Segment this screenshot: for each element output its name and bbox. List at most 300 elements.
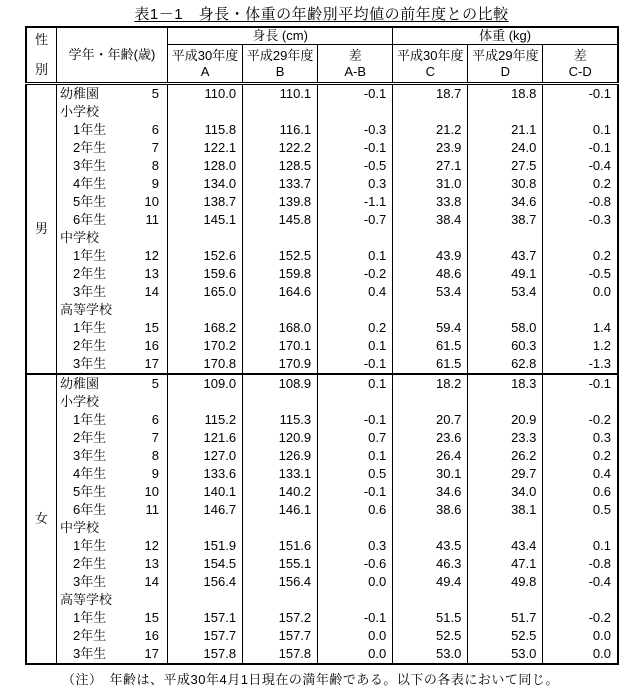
value-cell-height-h30: 115.8: [168, 121, 243, 139]
grade-label: 3年生: [73, 646, 107, 661]
value-cell-height-h30: 165.0: [168, 283, 243, 301]
value-cell-weight-h30: 43.5: [393, 537, 468, 555]
age-value: 14: [144, 284, 159, 299]
value-cell-height-h29: [243, 393, 318, 411]
value-cell-height-h30: 151.9: [168, 537, 243, 555]
value-cell-weight-h30: 34.6: [393, 483, 468, 501]
age-value: 15: [144, 320, 159, 335]
age-value: 17: [144, 356, 159, 371]
table-row: [26, 374, 618, 393]
value-cell-weight-h29: 23.3: [468, 429, 543, 447]
grade-label: 3年生: [73, 284, 107, 299]
age-value: 16: [144, 338, 159, 353]
value-cell-height-diff: 0.5: [318, 465, 393, 483]
grade-label: 1年生: [73, 538, 107, 553]
year-label: 平成29年度: [246, 47, 314, 63]
value-cell-height-h30: 170.8: [168, 355, 243, 374]
value-cell-height-h30: [168, 591, 243, 609]
value-cell-weight-diff: -0.2: [543, 411, 618, 429]
grade-age-cell: [57, 229, 168, 247]
value-cell-height-h30: 152.6: [168, 247, 243, 265]
value-cell-weight-h29: 47.1: [468, 555, 543, 573]
value-cell-weight-h30: [393, 519, 468, 537]
value-cell-weight-h29: [468, 591, 543, 609]
value-cell-weight-diff: -0.1: [543, 139, 618, 157]
age-value: 15: [144, 610, 159, 625]
value-cell-weight-h29: 51.7: [468, 609, 543, 627]
grade-label: 3年生: [73, 158, 107, 173]
table-row: [26, 501, 618, 519]
value-cell-weight-h29: 38.7: [468, 211, 543, 229]
age-value: 9: [151, 466, 159, 481]
value-cell-height-h29: 164.6: [243, 283, 318, 301]
sex-label-female: 女: [26, 374, 57, 664]
value-cell-weight-diff: -0.5: [543, 265, 618, 283]
table-row: [26, 121, 618, 139]
value-cell-height-h29: 133.1: [243, 465, 318, 483]
age-value: 17: [144, 646, 159, 661]
table-row: [26, 157, 618, 175]
table-body: [26, 84, 618, 665]
age-value: 14: [144, 574, 159, 589]
value-cell-height-diff: 0.6: [318, 501, 393, 519]
grade-age-cell: [57, 393, 168, 411]
column-header-weight-h29: [468, 45, 543, 84]
grade-label: 6年生: [73, 502, 107, 517]
value-cell-weight-diff: -0.4: [543, 157, 618, 175]
value-cell-weight-h29: 62.8: [468, 355, 543, 374]
value-cell-weight-h29: [468, 229, 543, 247]
value-cell-height-h30: 109.0: [168, 374, 243, 393]
value-cell-height-h30: [168, 301, 243, 319]
grade-label: 3年生: [73, 356, 107, 371]
grade-age-cell: [57, 247, 168, 265]
grade-label: 1年生: [73, 320, 107, 335]
grade-label: 2年生: [73, 140, 107, 155]
value-cell-height-diff: [318, 393, 393, 411]
value-cell-height-h30: 115.2: [168, 411, 243, 429]
grade-label: 小学校: [60, 104, 100, 119]
value-cell-weight-diff: [543, 229, 618, 247]
age-value: 7: [151, 140, 159, 155]
value-cell-weight-h29: 30.8: [468, 175, 543, 193]
value-cell-height-h29: 108.9: [243, 374, 318, 393]
value-cell-height-h29: 122.2: [243, 139, 318, 157]
value-cell-height-h29: 115.3: [243, 411, 318, 429]
value-cell-height-h29: 159.8: [243, 265, 318, 283]
value-cell-height-h29: 155.1: [243, 555, 318, 573]
table-row: [26, 555, 618, 573]
grade-age-cell: [57, 265, 168, 283]
age-value: 13: [144, 266, 159, 281]
value-cell-height-h30: 145.1: [168, 211, 243, 229]
value-cell-height-h30: [168, 103, 243, 121]
age-value: 10: [144, 194, 159, 209]
grade-age-cell: [57, 84, 168, 104]
column-header-height-h29: [243, 45, 318, 84]
grade-label: 1年生: [73, 412, 107, 427]
age-value: 5: [151, 376, 159, 391]
grade-age-cell: [57, 573, 168, 591]
value-cell-weight-h29: 43.4: [468, 537, 543, 555]
diff-label: 差: [348, 47, 362, 63]
age-value: 6: [151, 412, 159, 427]
value-cell-height-h29: [243, 229, 318, 247]
grade-age-cell: [57, 157, 168, 175]
grade-label: 5年生: [73, 194, 107, 209]
table-row: [26, 139, 618, 157]
grade-age-cell: [57, 121, 168, 139]
age-value: 6: [151, 122, 159, 137]
age-value: 16: [144, 628, 159, 643]
grade-label: 3年生: [73, 574, 107, 589]
value-cell-weight-diff: [543, 103, 618, 121]
column-header-height-h30: [168, 45, 243, 84]
value-cell-height-h29: 152.5: [243, 247, 318, 265]
value-cell-height-h29: 145.8: [243, 211, 318, 229]
grade-age-cell: [57, 627, 168, 645]
grade-label: 2年生: [73, 430, 107, 445]
value-cell-height-h29: 128.5: [243, 157, 318, 175]
value-cell-height-h29: [243, 519, 318, 537]
value-cell-weight-h30: 23.9: [393, 139, 468, 157]
value-cell-height-h29: [243, 591, 318, 609]
value-cell-height-h30: 156.4: [168, 573, 243, 591]
column-header-weight-h30: [393, 45, 468, 84]
value-cell-height-h29: 170.1: [243, 337, 318, 355]
value-cell-height-h29: 151.6: [243, 537, 318, 555]
sex-label-male: 男: [26, 84, 57, 375]
value-cell-height-diff: 0.0: [318, 627, 393, 645]
value-cell-height-diff: [318, 591, 393, 609]
sex-header-char-top: 性: [34, 32, 48, 47]
age-value: 10: [144, 484, 159, 499]
value-cell-weight-h29: 53.4: [468, 283, 543, 301]
grade-age-cell: [57, 411, 168, 429]
column-letter: C-D: [568, 63, 592, 79]
value-cell-height-h30: 138.7: [168, 193, 243, 211]
value-cell-height-diff: -0.1: [318, 139, 393, 157]
value-cell-weight-h30: 52.5: [393, 627, 468, 645]
header-row-groups: [26, 27, 618, 45]
grade-age-cell: [57, 301, 168, 319]
value-cell-height-diff: -0.2: [318, 265, 393, 283]
value-cell-height-diff: -0.1: [318, 84, 393, 104]
grade-age-cell: [57, 591, 168, 609]
value-cell-weight-diff: 0.6: [543, 483, 618, 501]
value-cell-weight-h30: 23.6: [393, 429, 468, 447]
value-cell-height-h29: 168.0: [243, 319, 318, 337]
grade-age-cell: [57, 501, 168, 519]
value-cell-weight-h30: 46.3: [393, 555, 468, 573]
value-cell-height-diff: -0.3: [318, 121, 393, 139]
value-cell-weight-h30: [393, 103, 468, 121]
grade-label: 中学校: [60, 520, 100, 535]
value-cell-weight-diff: -0.3: [543, 211, 618, 229]
grade-label: 1年生: [73, 248, 107, 263]
value-cell-weight-diff: -0.8: [543, 555, 618, 573]
value-cell-height-diff: [318, 301, 393, 319]
column-letter: D: [500, 63, 511, 79]
value-cell-height-diff: 0.1: [318, 247, 393, 265]
value-cell-weight-h29: 21.1: [468, 121, 543, 139]
value-cell-weight-h29: 26.2: [468, 447, 543, 465]
grade-label: 5年生: [73, 484, 107, 499]
value-cell-weight-diff: [543, 591, 618, 609]
table-row: [26, 283, 618, 301]
value-cell-weight-h29: 24.0: [468, 139, 543, 157]
column-letter: C: [425, 63, 435, 79]
value-cell-weight-h29: 58.0: [468, 319, 543, 337]
value-cell-weight-diff: 1.4: [543, 319, 618, 337]
value-cell-weight-h29: 20.9: [468, 411, 543, 429]
grade-age-cell: [57, 193, 168, 211]
grade-label: 高等学校: [60, 302, 113, 317]
grade-label: 高等学校: [60, 592, 113, 607]
value-cell-height-diff: -0.1: [318, 355, 393, 374]
table-row: [26, 265, 618, 283]
value-cell-height-diff: -0.6: [318, 555, 393, 573]
grade-label: 4年生: [73, 466, 107, 481]
value-cell-height-diff: -0.1: [318, 411, 393, 429]
value-cell-height-diff: -0.5: [318, 157, 393, 175]
age-value: 5: [151, 86, 159, 101]
value-cell-weight-h30: 30.1: [393, 465, 468, 483]
value-cell-height-h29: 157.2: [243, 609, 318, 627]
grade-age-cell: [57, 175, 168, 193]
age-value: 7: [151, 430, 159, 445]
value-cell-weight-diff: 0.0: [543, 627, 618, 645]
year-label: 平成29年度: [472, 47, 539, 63]
value-cell-height-h30: 134.0: [168, 175, 243, 193]
value-cell-weight-diff: 0.4: [543, 465, 618, 483]
value-cell-weight-diff: -1.3: [543, 355, 618, 374]
value-cell-height-diff: [318, 519, 393, 537]
grade-age-cell: [57, 355, 168, 374]
table-row: [26, 319, 618, 337]
value-cell-weight-h30: 61.5: [393, 337, 468, 355]
table-row: [26, 609, 618, 627]
grade-label: 2年生: [73, 628, 107, 643]
value-cell-weight-h29: 52.5: [468, 627, 543, 645]
table-row: [26, 229, 618, 247]
value-cell-height-h30: 157.8: [168, 645, 243, 664]
value-cell-weight-h30: 33.8: [393, 193, 468, 211]
column-header-weight-diff: [543, 45, 618, 84]
table-row: [26, 103, 618, 121]
grade-age-cell: [57, 519, 168, 537]
value-cell-weight-diff: 0.2: [543, 247, 618, 265]
value-cell-weight-h29: 27.5: [468, 157, 543, 175]
value-cell-weight-diff: 0.3: [543, 429, 618, 447]
value-cell-height-diff: -0.1: [318, 483, 393, 501]
table-row: [26, 393, 618, 411]
sex-header-char-bottom: 別: [34, 62, 48, 77]
age-value: 12: [144, 538, 159, 553]
value-cell-weight-h30: 51.5: [393, 609, 468, 627]
value-cell-height-h29: [243, 103, 318, 121]
value-cell-weight-h29: 29.7: [468, 465, 543, 483]
value-cell-height-h29: 157.8: [243, 645, 318, 664]
value-cell-height-h30: 128.0: [168, 157, 243, 175]
value-cell-weight-diff: 0.0: [543, 283, 618, 301]
value-cell-weight-h29: 43.7: [468, 247, 543, 265]
value-cell-height-h29: 156.4: [243, 573, 318, 591]
value-cell-height-diff: -1.1: [318, 193, 393, 211]
value-cell-height-h30: [168, 229, 243, 247]
value-cell-weight-diff: 0.2: [543, 175, 618, 193]
grade-age-cell: [57, 537, 168, 555]
value-cell-weight-h30: 21.2: [393, 121, 468, 139]
value-cell-weight-h30: [393, 393, 468, 411]
grade-label: 2年生: [73, 266, 107, 281]
value-cell-height-diff: 0.1: [318, 337, 393, 355]
value-cell-height-diff: 0.7: [318, 429, 393, 447]
table-row: [26, 247, 618, 265]
value-cell-height-diff: 0.0: [318, 645, 393, 664]
table-row: [26, 627, 618, 645]
table-row: [26, 193, 618, 211]
age-value: 9: [151, 176, 159, 191]
value-cell-height-h29: [243, 301, 318, 319]
value-cell-weight-h29: 18.3: [468, 374, 543, 393]
value-cell-height-h29: 110.1: [243, 84, 318, 104]
value-cell-weight-diff: -0.2: [543, 609, 618, 627]
value-cell-weight-h30: 18.2: [393, 374, 468, 393]
value-cell-height-h30: [168, 393, 243, 411]
value-cell-weight-diff: 0.1: [543, 121, 618, 139]
column-group-height: 身長 (cm): [168, 27, 393, 45]
value-cell-height-h30: 146.7: [168, 501, 243, 519]
value-cell-weight-h30: 31.0: [393, 175, 468, 193]
value-cell-weight-h29: [468, 301, 543, 319]
value-cell-height-h30: 154.5: [168, 555, 243, 573]
value-cell-weight-h30: 48.6: [393, 265, 468, 283]
table-row: [26, 591, 618, 609]
column-header-grade-age: 学年・年齢(歳): [57, 27, 168, 84]
value-cell-weight-h29: [468, 103, 543, 121]
table-row: [26, 175, 618, 193]
value-cell-weight-h29: 38.1: [468, 501, 543, 519]
value-cell-weight-h30: 38.6: [393, 501, 468, 519]
value-cell-weight-h30: 53.4: [393, 283, 468, 301]
grade-age-cell: [57, 645, 168, 664]
value-cell-weight-h30: [393, 301, 468, 319]
grade-age-cell: [57, 374, 168, 393]
value-cell-height-h29: 133.7: [243, 175, 318, 193]
grade-label: 2年生: [73, 338, 107, 353]
value-cell-height-h30: 127.0: [168, 447, 243, 465]
grade-label: 6年生: [73, 212, 107, 227]
value-cell-height-diff: 0.1: [318, 447, 393, 465]
value-cell-weight-h30: 27.1: [393, 157, 468, 175]
value-cell-weight-h30: 59.4: [393, 319, 468, 337]
table-row: [26, 465, 618, 483]
table-row: [26, 645, 618, 664]
table-row: [26, 355, 618, 374]
value-cell-height-diff: 0.4: [318, 283, 393, 301]
value-cell-height-h29: 157.7: [243, 627, 318, 645]
value-cell-weight-h29: [468, 519, 543, 537]
value-cell-height-h30: 170.2: [168, 337, 243, 355]
value-cell-weight-diff: 0.5: [543, 501, 618, 519]
column-letter: B: [275, 63, 285, 79]
value-cell-height-h30: 157.7: [168, 627, 243, 645]
value-cell-height-h30: 133.6: [168, 465, 243, 483]
value-cell-weight-h30: 18.7: [393, 84, 468, 104]
table-row: [26, 301, 618, 319]
height-weight-comparison-table: [25, 26, 619, 665]
table-row: [26, 84, 618, 104]
value-cell-weight-h30: 38.4: [393, 211, 468, 229]
grade-label: 3年生: [73, 448, 107, 463]
value-cell-height-h30: 168.2: [168, 319, 243, 337]
column-header-height-diff: [318, 45, 393, 84]
value-cell-height-h30: [168, 519, 243, 537]
value-cell-weight-diff: 1.2: [543, 337, 618, 355]
table-row: [26, 573, 618, 591]
value-cell-weight-h30: 20.7: [393, 411, 468, 429]
value-cell-height-diff: -0.1: [318, 609, 393, 627]
value-cell-weight-diff: -0.1: [543, 84, 618, 104]
value-cell-weight-h29: 49.1: [468, 265, 543, 283]
page-title: 表1－1 身長・体重の年齢別平均値の前年度との比較: [134, 6, 509, 23]
diff-label: 差: [573, 47, 587, 63]
grade-age-cell: [57, 319, 168, 337]
value-cell-height-h30: 122.1: [168, 139, 243, 157]
table-row: [26, 483, 618, 501]
value-cell-height-diff: [318, 103, 393, 121]
value-cell-weight-h29: 34.0: [468, 483, 543, 501]
grade-age-cell: [57, 103, 168, 121]
value-cell-weight-h29: 34.6: [468, 193, 543, 211]
value-cell-height-diff: 0.0: [318, 573, 393, 591]
table-header: [26, 27, 618, 84]
year-label: 平成30年度: [397, 47, 464, 63]
value-cell-weight-h30: 49.4: [393, 573, 468, 591]
value-cell-height-diff: -0.7: [318, 211, 393, 229]
grade-label: 幼稚園: [60, 376, 100, 391]
value-cell-height-h30: 159.6: [168, 265, 243, 283]
value-cell-height-h30: 140.1: [168, 483, 243, 501]
grade-age-cell: [57, 447, 168, 465]
grade-label: 幼稚園: [60, 86, 100, 101]
column-letter: A: [200, 63, 210, 79]
value-cell-weight-diff: 0.0: [543, 645, 618, 664]
grade-age-cell: [57, 283, 168, 301]
year-label: 平成30年度: [171, 47, 239, 63]
value-cell-height-diff: 0.1: [318, 374, 393, 393]
table-row: [26, 519, 618, 537]
value-cell-weight-h29: 18.8: [468, 84, 543, 104]
value-cell-height-diff: 0.3: [318, 175, 393, 193]
age-value: 13: [144, 556, 159, 571]
age-value: 12: [144, 248, 159, 263]
value-cell-weight-h29: 49.8: [468, 573, 543, 591]
grade-age-cell: [57, 429, 168, 447]
table-row: [26, 211, 618, 229]
table-row: [26, 429, 618, 447]
value-cell-height-h29: 116.1: [243, 121, 318, 139]
age-value: 8: [151, 448, 159, 463]
grade-age-cell: [57, 211, 168, 229]
value-cell-weight-diff: [543, 519, 618, 537]
value-cell-height-h29: 170.9: [243, 355, 318, 374]
age-value: 11: [145, 212, 159, 227]
grade-label: 2年生: [73, 556, 107, 571]
grade-age-cell: [57, 483, 168, 501]
table-row: [26, 411, 618, 429]
